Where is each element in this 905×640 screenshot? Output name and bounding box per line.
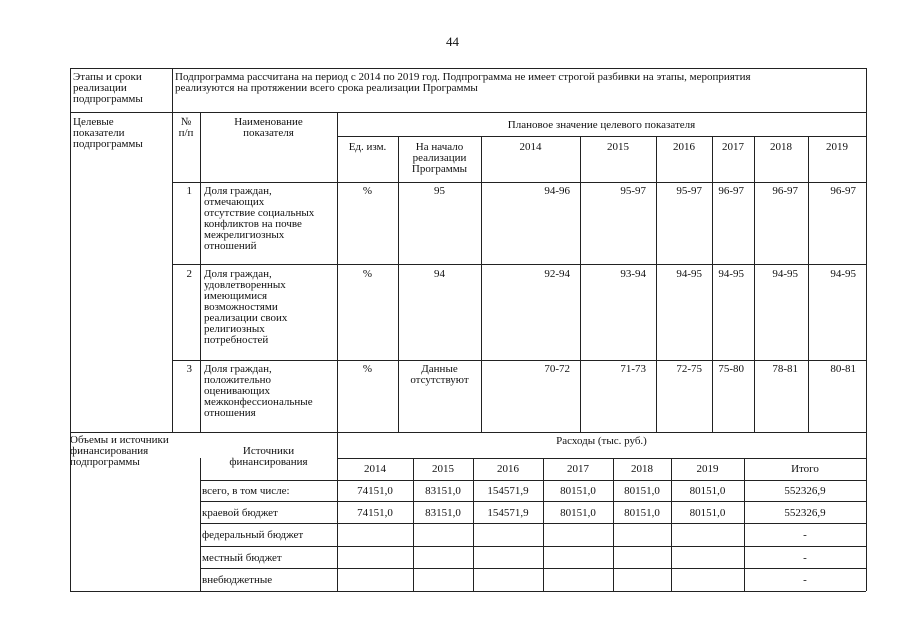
indicator-unit: % [362, 185, 373, 197]
financing-total: - [803, 552, 807, 564]
financing-value: 80151,0 [689, 485, 726, 497]
table-rule [712, 136, 713, 432]
financing-total: 552326,9 [784, 485, 826, 497]
table-rule [70, 591, 866, 592]
table-rule [70, 432, 866, 433]
table-rule [754, 136, 755, 432]
table-rule [744, 458, 745, 591]
indicator-value: 72-75 [676, 363, 702, 375]
indicator-name: Доля граждан, положительно оценивающих межконфессиональные отношения [204, 363, 313, 419]
source-name: местный бюджет [202, 552, 282, 564]
expenses-header: Расходы (тыс. руб.) [556, 435, 647, 447]
table-rule [200, 568, 866, 569]
financing-year: 2017 [567, 463, 589, 475]
table-rule [473, 458, 474, 591]
sources-header: Источники финансирования [229, 445, 308, 468]
table-rule [200, 480, 866, 481]
financing-value: 80151,0 [560, 507, 596, 519]
table-rule [200, 112, 201, 432]
header-year: 2015 [607, 141, 629, 153]
source-name: федеральный бюджет [202, 529, 304, 541]
table-rule [70, 112, 866, 113]
stages-label: Этапы и сроки реализации подпрограммы [73, 71, 143, 105]
indicator-value: 94-95 [676, 268, 702, 280]
indicator-value: 75-80 [718, 363, 744, 375]
table-rule [70, 68, 866, 69]
financing-total: - [803, 529, 807, 541]
table-rule [481, 136, 482, 432]
table-rule [671, 458, 672, 591]
table-rule [413, 458, 414, 591]
indicator-value: 94-95 [718, 268, 744, 280]
financing-value: 80151,0 [560, 485, 596, 497]
table-rule [200, 523, 866, 524]
indicator-num: 2 [186, 268, 192, 280]
financing-value: 80151,0 [624, 485, 660, 497]
stages-text: Подпрограмма рассчитана на период с 2014 по 2019 год. Подпрограмма не имеет строгой разбивки на этапы, мероприятия реализуются на протяжении всего срока реализации Программы [175, 71, 751, 94]
table-rule [172, 360, 866, 361]
financing-value: 154571,9 [487, 507, 529, 519]
financing-year: 2014 [364, 463, 386, 475]
table-rule [200, 546, 866, 547]
table-rule [656, 136, 657, 432]
table-rule [200, 501, 866, 502]
indicator-name: Доля граждан, отмечающих отсутствие социальных конфликтов на почве межрелигиозных отношений [204, 185, 315, 252]
indicator-value: 94-96 [544, 185, 570, 197]
header-num: № п/п [178, 116, 194, 139]
financing-year: 2015 [432, 463, 454, 475]
indicator-start: 94 [434, 268, 445, 280]
table-rule [70, 68, 71, 591]
table-rule [172, 182, 866, 183]
header-planned: Плановое значение целевого показателя [507, 119, 696, 131]
header-name: Наименование показателя [234, 116, 303, 139]
financing-value: 83151,0 [425, 485, 461, 497]
indicator-value: 70-72 [544, 363, 570, 375]
financing-year: 2018 [631, 463, 653, 475]
table-rule [808, 136, 809, 432]
financing-total-header: Итого [791, 463, 819, 475]
financing-total: - [803, 574, 807, 586]
financing-value: 80151,0 [624, 507, 660, 519]
targets-label: Целевые показатели подпрограммы [73, 116, 143, 150]
source-name: внебюджетные [202, 574, 273, 586]
indicator-unit: % [362, 268, 373, 280]
indicator-value: 78-81 [772, 363, 798, 375]
indicator-value: 95-97 [676, 185, 702, 197]
indicator-start: 95 [434, 185, 445, 197]
indicator-value: 96-97 [718, 185, 744, 197]
indicator-unit: % [362, 363, 373, 375]
header-unit: Ед. изм. [348, 141, 387, 153]
table-rule [580, 136, 581, 432]
table-rule [172, 264, 866, 265]
financing-value: 80151,0 [689, 507, 726, 519]
table-rule [613, 458, 614, 591]
header-year: 2017 [722, 141, 744, 153]
header-start: На начало реализации Программы [411, 141, 468, 175]
table-rule [200, 458, 201, 591]
indicator-value: 96-97 [830, 185, 856, 197]
financing-year: 2016 [497, 463, 519, 475]
source-name: краевой бюджет [202, 507, 278, 519]
indicator-value: 95-97 [620, 185, 646, 197]
indicator-value: 94-95 [772, 268, 798, 280]
header-year: 2018 [770, 141, 792, 153]
indicator-value: 93-94 [620, 268, 646, 280]
indicator-value: 92-94 [544, 268, 570, 280]
indicator-value: 96-97 [772, 185, 798, 197]
indicator-value: 94-95 [830, 268, 856, 280]
financing-label: Объемы и источники финансирования подпрограммы [70, 434, 169, 468]
table-rule [337, 458, 866, 459]
table-rule [866, 68, 867, 591]
table-rule [398, 136, 399, 432]
table-rule [543, 458, 544, 591]
page-number: 44 [446, 34, 459, 49]
header-year: 2014 [519, 141, 542, 153]
header-year: 2019 [826, 141, 848, 153]
financing-value: 83151,0 [425, 507, 461, 519]
indicator-start: Данные отсутствуют [410, 363, 469, 386]
indicator-value: 80-81 [830, 363, 856, 375]
indicator-value: 71-73 [620, 363, 646, 375]
indicator-name: Доля граждан, удовлетворенных имеющимися возможностями реализации своих религиозных потребностей [204, 268, 288, 346]
indicator-num: 3 [186, 363, 192, 375]
financing-year: 2019 [696, 463, 719, 475]
indicator-num: 1 [186, 185, 192, 197]
table-rule [337, 136, 866, 137]
financing-value: 154571,9 [487, 485, 529, 497]
header-year: 2016 [673, 141, 695, 153]
financing-total: 552326,9 [784, 507, 826, 519]
financing-value: 74151,0 [357, 485, 393, 497]
source-name: всего, в том числе: [202, 485, 290, 497]
financing-value: 74151,0 [357, 507, 393, 519]
